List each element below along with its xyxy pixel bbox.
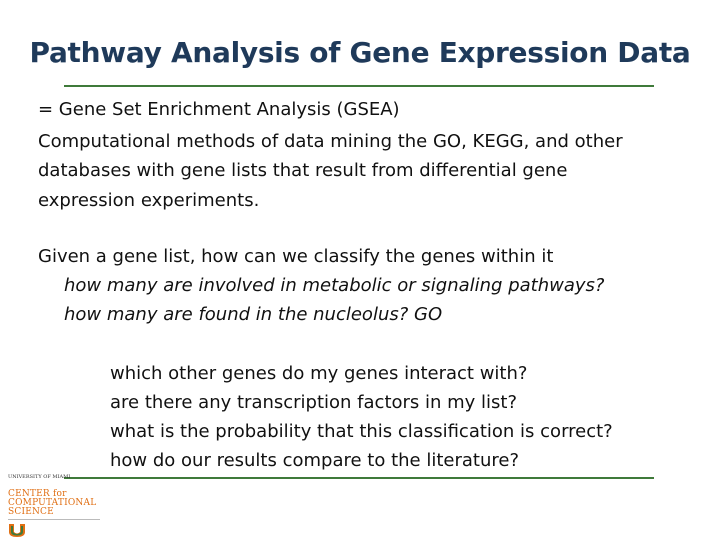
u-logo-icon bbox=[8, 523, 26, 538]
logo-university: UNIVERSITY OF MIAMI bbox=[8, 474, 71, 480]
follow-up-line: how do our results compare to the literature? bbox=[110, 450, 520, 471]
slide-title: Pathway Analysis of Gene Expression Data bbox=[29, 36, 691, 69]
follow-up-line: what is the probability that this classification is correct? bbox=[110, 421, 613, 442]
intro-line: = Gene Set Enrichment Analysis (GSEA) bbox=[38, 99, 400, 120]
intro-line: expression experiments. bbox=[38, 190, 260, 211]
center-logo bbox=[6, 466, 106, 540]
top-divider bbox=[64, 85, 654, 87]
logo-line: COMPUTATIONAL bbox=[8, 498, 97, 508]
logo-underline bbox=[8, 519, 100, 520]
follow-up-line: are there any transcription factors in my list? bbox=[110, 392, 518, 413]
logo-line: CENTER for bbox=[8, 489, 67, 499]
question-sub: how many are involved in metabolic or signaling pathways? bbox=[64, 275, 605, 296]
question-sub: how many are found in the nucleolus? GO bbox=[64, 304, 443, 325]
bottom-divider bbox=[64, 477, 654, 479]
follow-up-line: which other genes do my genes interact with? bbox=[110, 363, 528, 384]
intro-line: databases with gene lists that result from differential gene bbox=[38, 160, 568, 181]
question-main: Given a gene list, how can we classify the genes within it bbox=[38, 246, 554, 267]
intro-line: Computational methods of data mining the GO, KEGG, and other bbox=[38, 131, 623, 152]
logo-line: SCIENCE bbox=[8, 507, 54, 517]
